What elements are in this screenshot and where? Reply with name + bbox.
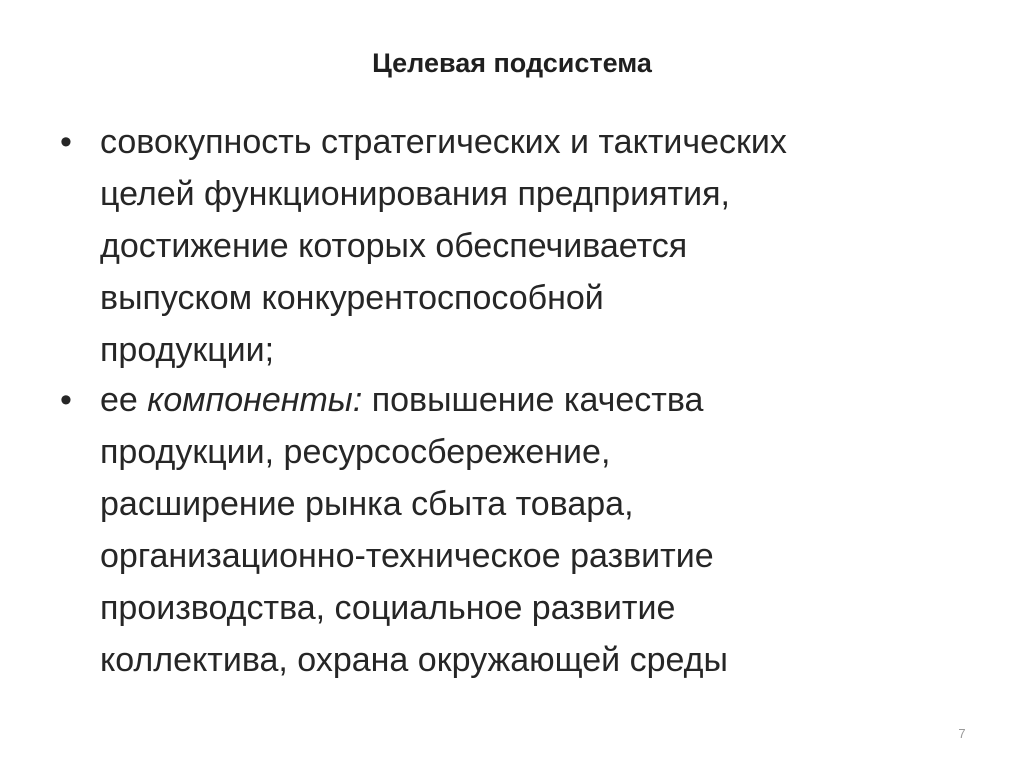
bullet-line: продукции, ресурсосбережение,: [100, 433, 611, 471]
components-emphasis: компоненты:: [147, 381, 363, 419]
bullet-icon: •: [60, 123, 72, 161]
bullet-icon: •: [60, 381, 72, 419]
bullet-line-rest: повышение качества: [362, 381, 704, 419]
bullet-prefix: ее: [100, 381, 148, 419]
bullet-line: [100, 374, 960, 426]
bullet-line: достижение которых обеспечивается: [100, 227, 688, 265]
page-number: 7: [958, 726, 966, 741]
bullet-text: [100, 116, 960, 376]
bullet-line: производства, социальное развитие: [100, 589, 676, 627]
bullet-text: [100, 374, 960, 686]
bullet-line: коллектива, охрана окружающей среды: [100, 641, 728, 679]
bullet-line: выпуском конкурентоспособной: [100, 279, 604, 317]
bullet-line: продукции;: [100, 331, 275, 369]
bullet-line: расширение рынка сбыта товара,: [100, 485, 634, 523]
bullet-line: организационно-техническое развитие: [100, 537, 714, 575]
slide-title: Целевая подсистема: [372, 48, 652, 78]
bullet-line: целей функционирования предприятия,: [100, 175, 730, 213]
bullet-line: совокупность стратегических и тактических: [100, 123, 787, 161]
